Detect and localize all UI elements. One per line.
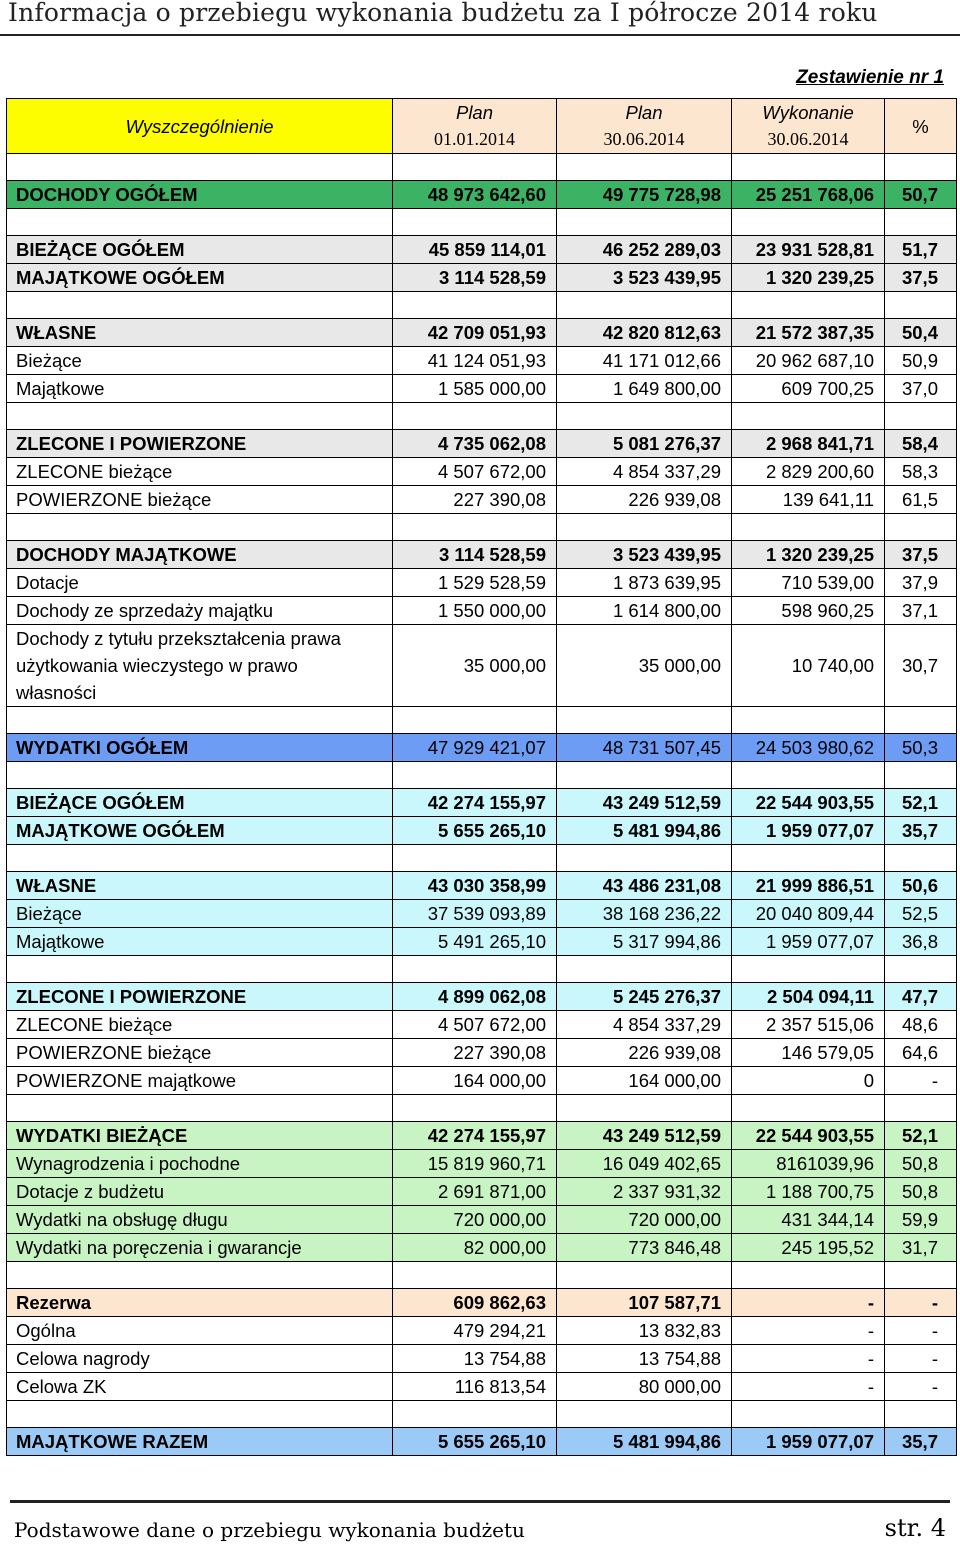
row-label: Bieżące [7, 347, 393, 375]
page-footer [0, 1500, 960, 1546]
spacer-cell [557, 956, 732, 983]
spacer-cell [7, 956, 393, 983]
row-label: Rezerwa [7, 1289, 393, 1317]
spacer-row [7, 845, 957, 872]
spacer-row [7, 154, 957, 181]
spacer-cell [7, 1262, 393, 1289]
spacer-cell [885, 1095, 957, 1122]
spacer-row [7, 514, 957, 541]
execution-value: 1 959 077,07 [732, 928, 885, 956]
spacer-cell [557, 1262, 732, 1289]
spacer-cell [7, 1401, 393, 1428]
execution-value: - [732, 1345, 885, 1373]
execution-value: 8161039,96 [732, 1150, 885, 1178]
execution-value: 1 959 077,07 [732, 1428, 885, 1456]
plan-june-value: 1 649 800,00 [557, 375, 732, 403]
row-label: BIEŻĄCE OGÓŁEM [7, 236, 393, 264]
header-wykonanie: Wykonanie [732, 99, 885, 127]
plan-start-value: 35 000,00 [393, 625, 557, 707]
plan-june-value: 3 523 439,95 [557, 264, 732, 292]
row-label: MAJĄTKOWE OGÓŁEM [7, 817, 393, 845]
plan-june-value: 13 754,88 [557, 1345, 732, 1373]
percent-value: - [885, 1345, 957, 1373]
plan-start-value: 37 539 093,89 [393, 900, 557, 928]
header-plan2-date: 30.06.2014 [557, 126, 732, 154]
percent-value: 50,9 [885, 347, 957, 375]
table-row [7, 734, 957, 762]
plan-june-value: 46 252 289,03 [557, 236, 732, 264]
header-plan2: Plan [557, 99, 732, 127]
table-row [7, 541, 957, 569]
table-row [7, 1234, 957, 1262]
page-title: Informacja o przebiegu wykonania budżetu za I półrocze 2014 roku [8, 0, 878, 27]
plan-start-value: 720 000,00 [393, 1206, 557, 1234]
spacer-cell [557, 209, 732, 236]
execution-value: 1 320 239,25 [732, 264, 885, 292]
percent-value: 35,7 [885, 1428, 957, 1456]
plan-start-value: 116 813,54 [393, 1373, 557, 1401]
plan-june-value: 4 854 337,29 [557, 458, 732, 486]
row-label: Wydatki na obsługę długu [7, 1206, 393, 1234]
table-row [7, 430, 957, 458]
execution-value: - [732, 1317, 885, 1345]
percent-value: - [885, 1317, 957, 1345]
plan-start-value: 1 585 000,00 [393, 375, 557, 403]
plan-start-value: 1 529 528,59 [393, 569, 557, 597]
spacer-cell [732, 845, 885, 872]
plan-june-value: 3 523 439,95 [557, 541, 732, 569]
row-label: Dotacje [7, 569, 393, 597]
table-row [7, 486, 957, 514]
row-label: Wynagrodzenia i pochodne [7, 1150, 393, 1178]
execution-value: 2 829 200,60 [732, 458, 885, 486]
plan-start-value: 43 030 358,99 [393, 872, 557, 900]
table-row [7, 1178, 957, 1206]
spacer-cell [393, 1401, 557, 1428]
spacer-cell [885, 762, 957, 789]
plan-june-value: 2 337 931,32 [557, 1178, 732, 1206]
plan-june-value: 38 168 236,22 [557, 900, 732, 928]
percent-value: 58,4 [885, 430, 957, 458]
plan-start-value: 5 655 265,10 [393, 817, 557, 845]
plan-june-value: 5 317 994,86 [557, 928, 732, 956]
plan-june-value: 35 000,00 [557, 625, 732, 707]
row-label: Ogólna [7, 1317, 393, 1345]
spacer-cell [885, 292, 957, 319]
plan-june-value: 42 820 812,63 [557, 319, 732, 347]
table-row [7, 375, 957, 403]
row-label: POWIERZONE bieżące [7, 486, 393, 514]
percent-value: 50,4 [885, 319, 957, 347]
spacer-cell [393, 154, 557, 181]
plan-start-value: 42 274 155,97 [393, 789, 557, 817]
execution-value: 2 357 515,06 [732, 1011, 885, 1039]
execution-value: 0 [732, 1067, 885, 1095]
table-row [7, 1122, 957, 1150]
spacer-cell [393, 956, 557, 983]
table-row [7, 789, 957, 817]
spacer-row [7, 292, 957, 319]
percent-value: 31,7 [885, 1234, 957, 1262]
table-row [7, 817, 957, 845]
spacer-cell [732, 1401, 885, 1428]
plan-start-value: 4 507 672,00 [393, 458, 557, 486]
spacer-cell [885, 956, 957, 983]
spacer-row [7, 762, 957, 789]
row-label: Majątkowe [7, 928, 393, 956]
percent-value: 59,9 [885, 1206, 957, 1234]
plan-start-value: 42 274 155,97 [393, 1122, 557, 1150]
spacer-row [7, 1095, 957, 1122]
percent-value: 61,5 [885, 486, 957, 514]
spacer-row [7, 1401, 957, 1428]
plan-june-value: 43 249 512,59 [557, 1122, 732, 1150]
percent-value: 47,7 [885, 983, 957, 1011]
plan-start-value: 5 655 265,10 [393, 1428, 557, 1456]
spacer-cell [732, 514, 885, 541]
plan-start-value: 2 691 871,00 [393, 1178, 557, 1206]
table-row [7, 1289, 957, 1317]
execution-value: 139 641,11 [732, 486, 885, 514]
execution-value: 22 544 903,55 [732, 789, 885, 817]
spacer-cell [885, 1401, 957, 1428]
spacer-cell [393, 707, 557, 734]
table-row [7, 1373, 957, 1401]
row-label: Celowa ZK [7, 1373, 393, 1401]
percent-value: 37,5 [885, 264, 957, 292]
spacer-cell [393, 514, 557, 541]
table-row [7, 1345, 957, 1373]
percent-value: - [885, 1373, 957, 1401]
table-row [7, 569, 957, 597]
table-row [7, 983, 957, 1011]
row-label: MAJĄTKOWE RAZEM [7, 1428, 393, 1456]
plan-june-value: 773 846,48 [557, 1234, 732, 1262]
spacer-cell [7, 292, 393, 319]
execution-value: 1 959 077,07 [732, 817, 885, 845]
spacer-row [7, 403, 957, 430]
row-label: DOCHODY MAJĄTKOWE [7, 541, 393, 569]
spacer-cell [7, 403, 393, 430]
execution-value: 22 544 903,55 [732, 1122, 885, 1150]
spacer-cell [885, 1262, 957, 1289]
row-label: ZLECONE I POWIERZONE [7, 430, 393, 458]
row-label: WŁASNE [7, 872, 393, 900]
row-label: ZLECONE bieżące [7, 458, 393, 486]
execution-value: 2 968 841,71 [732, 430, 885, 458]
spacer-cell [7, 707, 393, 734]
row-label: POWIERZONE bieżące [7, 1039, 393, 1067]
percent-value: 52,5 [885, 900, 957, 928]
execution-value: 21 999 886,51 [732, 872, 885, 900]
spacer-row [7, 707, 957, 734]
plan-june-value: 4 854 337,29 [557, 1011, 732, 1039]
execution-value: 2 504 094,11 [732, 983, 885, 1011]
spacer-cell [7, 209, 393, 236]
plan-start-value: 3 114 528,59 [393, 541, 557, 569]
percent-value: 35,7 [885, 817, 957, 845]
percent-value: - [885, 1067, 957, 1095]
spacer-cell [7, 762, 393, 789]
plan-start-value: 4 507 672,00 [393, 1011, 557, 1039]
plan-start-value: 42 709 051,93 [393, 319, 557, 347]
plan-start-value: 164 000,00 [393, 1067, 557, 1095]
spacer-cell [557, 403, 732, 430]
table-row [7, 347, 957, 375]
execution-value: 20 040 809,44 [732, 900, 885, 928]
header-wykonanie-date: 30.06.2014 [732, 126, 885, 154]
spacer-cell [885, 403, 957, 430]
row-label: POWIERZONE majątkowe [7, 1067, 393, 1095]
row-label: ZLECONE I POWIERZONE [7, 983, 393, 1011]
spacer-cell [885, 209, 957, 236]
plan-june-value: 1 873 639,95 [557, 569, 732, 597]
execution-value: 146 579,05 [732, 1039, 885, 1067]
table-row [7, 1067, 957, 1095]
percent-value: 30,7 [885, 625, 957, 707]
percent-value: - [885, 1289, 957, 1317]
table-row [7, 181, 957, 209]
plan-june-value: 226 939,08 [557, 1039, 732, 1067]
plan-june-value: 13 832,83 [557, 1317, 732, 1345]
row-label: Wydatki na poręczenia i gwarancje [7, 1234, 393, 1262]
spacer-cell [732, 292, 885, 319]
spacer-cell [557, 154, 732, 181]
plan-june-value: 16 049 402,65 [557, 1150, 732, 1178]
spacer-cell [885, 154, 957, 181]
plan-start-value: 15 819 960,71 [393, 1150, 557, 1178]
plan-start-value: 82 000,00 [393, 1234, 557, 1262]
spacer-cell [732, 762, 885, 789]
percent-value: 51,7 [885, 236, 957, 264]
plan-start-value: 3 114 528,59 [393, 264, 557, 292]
spacer-row [7, 209, 957, 236]
percent-value: 37,9 [885, 569, 957, 597]
spacer-cell [393, 1095, 557, 1122]
table-row [7, 1428, 957, 1456]
page-number: str. 4 [884, 1514, 946, 1542]
spacer-row [7, 956, 957, 983]
plan-june-value: 164 000,00 [557, 1067, 732, 1095]
spacer-cell [732, 154, 885, 181]
execution-value: 598 960,25 [732, 597, 885, 625]
footer-rule [10, 1500, 950, 1503]
execution-value: 431 344,14 [732, 1206, 885, 1234]
row-label: Dochody z tytułu przekształcenia prawa użytkowania wieczystego w prawo własności [7, 625, 393, 707]
spacer-row [7, 1262, 957, 1289]
plan-start-value: 227 390,08 [393, 1039, 557, 1067]
row-label: Dochody ze sprzedaży majątku [7, 597, 393, 625]
spacer-cell [7, 154, 393, 181]
zestawienie-label: Zestawienie nr 1 [796, 67, 944, 88]
plan-june-value: 226 939,08 [557, 486, 732, 514]
percent-value: 50,7 [885, 181, 957, 209]
plan-start-value: 13 754,88 [393, 1345, 557, 1373]
spacer-cell [393, 1262, 557, 1289]
row-label: Majątkowe [7, 375, 393, 403]
header-rule [0, 34, 960, 36]
spacer-cell [557, 1401, 732, 1428]
spacer-cell [885, 514, 957, 541]
spacer-cell [7, 514, 393, 541]
plan-june-value: 5 481 994,86 [557, 817, 732, 845]
plan-start-value: 479 294,21 [393, 1317, 557, 1345]
plan-june-value: 43 486 231,08 [557, 872, 732, 900]
execution-value: 609 700,25 [732, 375, 885, 403]
table-row [7, 928, 957, 956]
row-label: DOCHODY OGÓŁEM [7, 181, 393, 209]
percent-value: 48,6 [885, 1011, 957, 1039]
execution-value: 10 740,00 [732, 625, 885, 707]
spacer-cell [557, 845, 732, 872]
execution-value: 1 188 700,75 [732, 1178, 885, 1206]
spacer-cell [885, 845, 957, 872]
percent-value: 50,6 [885, 872, 957, 900]
table-row [7, 900, 957, 928]
plan-start-value: 45 859 114,01 [393, 236, 557, 264]
percent-value: 37,1 [885, 597, 957, 625]
spacer-cell [557, 707, 732, 734]
spacer-cell [7, 845, 393, 872]
percent-value: 50,8 [885, 1150, 957, 1178]
table-row [7, 872, 957, 900]
table-row [7, 264, 957, 292]
spacer-cell [393, 762, 557, 789]
plan-june-value: 80 000,00 [557, 1373, 732, 1401]
table-row [7, 597, 957, 625]
plan-june-value: 720 000,00 [557, 1206, 732, 1234]
plan-june-value: 43 249 512,59 [557, 789, 732, 817]
plan-start-value: 5 491 265,10 [393, 928, 557, 956]
spacer-cell [732, 403, 885, 430]
row-label: WYDATKI OGÓŁEM [7, 734, 393, 762]
row-label: Dotacje z budżetu [7, 1178, 393, 1206]
row-label: BIEŻĄCE OGÓŁEM [7, 789, 393, 817]
table-row [7, 1011, 957, 1039]
header-wyszczegolnienie: Wyszczególnienie [7, 99, 393, 154]
execution-value: 23 931 528,81 [732, 236, 885, 264]
plan-june-value: 1 614 800,00 [557, 597, 732, 625]
spacer-cell [732, 956, 885, 983]
plan-start-value: 47 929 421,07 [393, 734, 557, 762]
percent-value: 52,1 [885, 789, 957, 817]
spacer-cell [557, 762, 732, 789]
table-row [7, 1039, 957, 1067]
execution-value: 25 251 768,06 [732, 181, 885, 209]
table-header-row [7, 99, 957, 127]
percent-value: 50,3 [885, 734, 957, 762]
budget-table [6, 98, 957, 1456]
percent-value: 52,1 [885, 1122, 957, 1150]
row-label: Celowa nagrody [7, 1345, 393, 1373]
page-header [0, 0, 960, 40]
spacer-cell [885, 707, 957, 734]
percent-value: 37,5 [885, 541, 957, 569]
header-plan1-date: 01.01.2014 [393, 126, 557, 154]
table-row [7, 458, 957, 486]
percent-value: 64,6 [885, 1039, 957, 1067]
row-label: WYDATKI BIEŻĄCE [7, 1122, 393, 1150]
plan-start-value: 4 735 062,08 [393, 430, 557, 458]
plan-june-value: 49 775 728,98 [557, 181, 732, 209]
spacer-cell [393, 403, 557, 430]
execution-value: 20 962 687,10 [732, 347, 885, 375]
table-row [7, 1206, 957, 1234]
execution-value: - [732, 1373, 885, 1401]
plan-june-value: 41 171 012,66 [557, 347, 732, 375]
table-row [7, 625, 957, 707]
plan-june-value: 5 245 276,37 [557, 983, 732, 1011]
spacer-cell [557, 292, 732, 319]
percent-value: 50,8 [885, 1178, 957, 1206]
plan-start-value: 1 550 000,00 [393, 597, 557, 625]
table-row [7, 1150, 957, 1178]
execution-value: 710 539,00 [732, 569, 885, 597]
spacer-cell [732, 1262, 885, 1289]
row-label: MAJĄTKOWE OGÓŁEM [7, 264, 393, 292]
percent-value: 58,3 [885, 458, 957, 486]
execution-value: 24 503 980,62 [732, 734, 885, 762]
spacer-cell [393, 209, 557, 236]
footer-text: Podstawowe dane o przebiegu wykonania budżetu [14, 1518, 525, 1542]
spacer-cell [557, 514, 732, 541]
table-row [7, 319, 957, 347]
table-row [7, 236, 957, 264]
execution-value: - [732, 1289, 885, 1317]
spacer-cell [557, 1095, 732, 1122]
table-row [7, 1317, 957, 1345]
header-pct: % [885, 99, 957, 154]
spacer-cell [7, 1095, 393, 1122]
row-label: ZLECONE bieżące [7, 1011, 393, 1039]
plan-june-value: 48 731 507,45 [557, 734, 732, 762]
row-label: WŁASNE [7, 319, 393, 347]
spacer-cell [393, 845, 557, 872]
row-label: Bieżące [7, 900, 393, 928]
spacer-cell [732, 707, 885, 734]
plan-start-value: 4 899 062,08 [393, 983, 557, 1011]
percent-value: 37,0 [885, 375, 957, 403]
plan-june-value: 107 587,71 [557, 1289, 732, 1317]
spacer-cell [393, 292, 557, 319]
plan-start-value: 48 973 642,60 [393, 181, 557, 209]
execution-value: 1 320 239,25 [732, 541, 885, 569]
plan-start-value: 41 124 051,93 [393, 347, 557, 375]
execution-value: 245 195,52 [732, 1234, 885, 1262]
spacer-cell [732, 209, 885, 236]
plan-june-value: 5 081 276,37 [557, 430, 732, 458]
execution-value: 21 572 387,35 [732, 319, 885, 347]
percent-value: 36,8 [885, 928, 957, 956]
plan-start-value: 227 390,08 [393, 486, 557, 514]
plan-june-value: 5 481 994,86 [557, 1428, 732, 1456]
spacer-cell [732, 1095, 885, 1122]
header-plan1: Plan [393, 99, 557, 127]
plan-start-value: 609 862,63 [393, 1289, 557, 1317]
